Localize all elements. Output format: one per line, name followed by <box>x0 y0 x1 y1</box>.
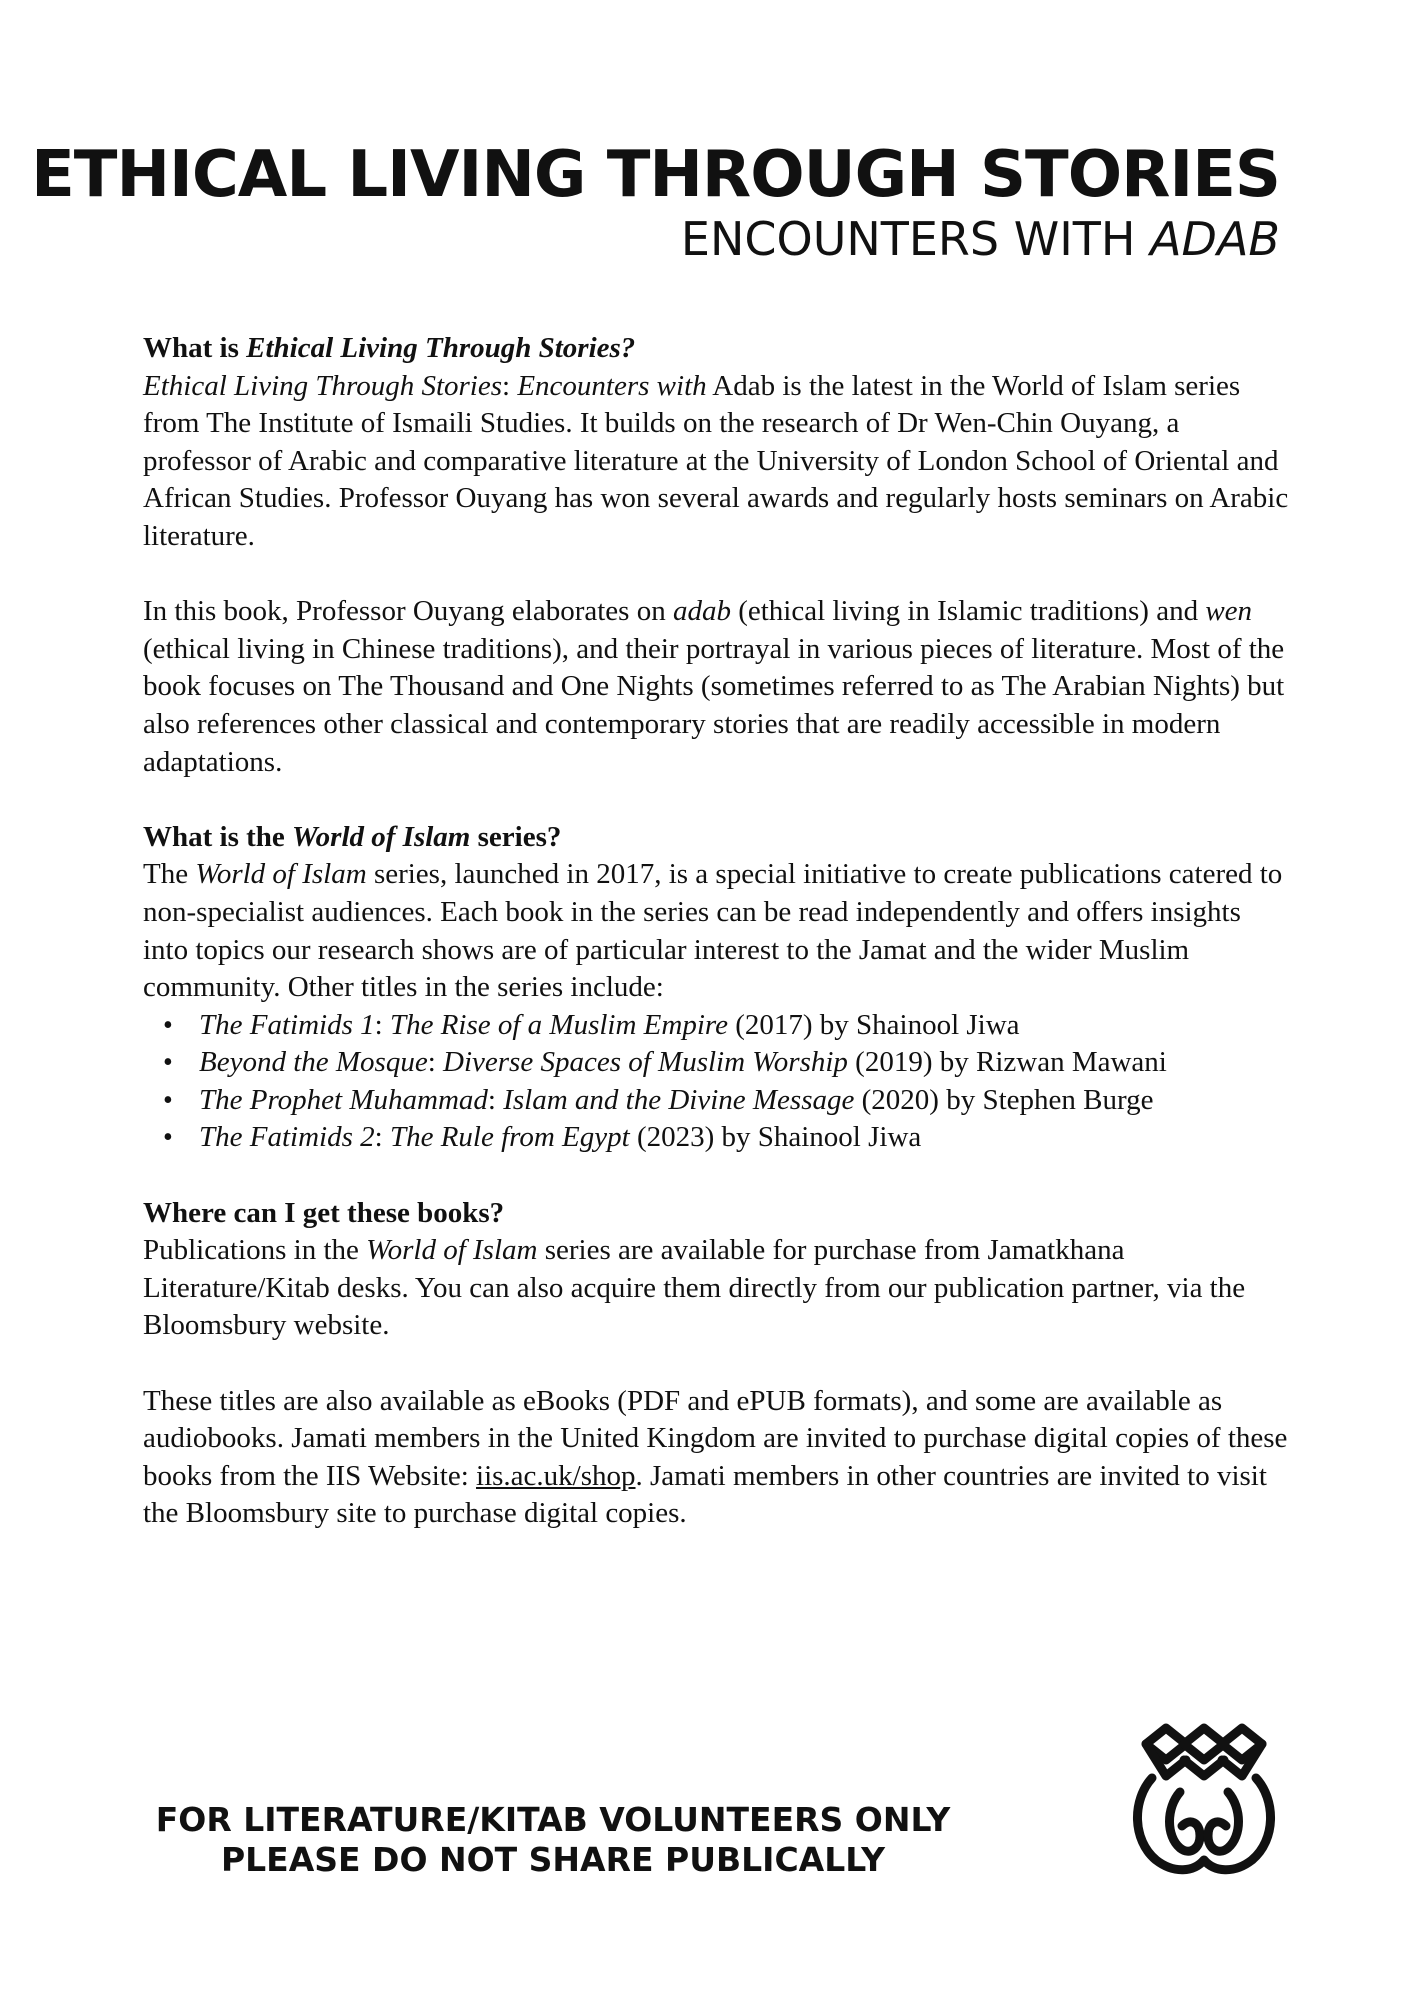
book-title: The Prophet Muhammad <box>199 1083 488 1116</box>
paragraph-intro <box>143 368 1293 556</box>
text: series, launched in 2017, is a special initiative to create publications catered to non-specialist audiences. Each book in the series can be read independently and offers insights into topics our research shows are of particular interest to the Jamat and the wider Muslim community. Other titles in the series include: <box>143 858 1283 1004</box>
document-title-block <box>31 138 1280 266</box>
text: The <box>143 858 196 891</box>
footer-line-2: PLEASE DO NOT SHARE PUBLICALLY <box>220 1840 886 1879</box>
sub-title-italic: ADAB <box>1150 212 1280 266</box>
book-subtitle: The Rise of a Muslim Empire <box>389 1008 728 1041</box>
bullet-icon: • <box>163 1047 173 1079</box>
section-heading-ethical-living <box>143 330 1293 368</box>
book-title: The Fatimids 2 <box>199 1121 375 1154</box>
book-details: (2023) by Shainool Jiwa <box>629 1121 922 1154</box>
text: These titles are also available as eBooks (PDF and ePUB formats), and some are available as audiobooks. Jamati members in the United Kingdom are invited to purchase digital copies of these books from the IIS Website: <box>143 1384 1288 1492</box>
heading-text: What is the <box>143 820 293 853</box>
text: (ethical living in Chinese traditions), and their portrayal in various pieces of literature. Most of the book focuses on The Thousand and One Nights (sometimes referred to as The Arabian Nights) but also references other classical and contemporary stories that are readily accessible in modern adaptations. <box>143 632 1285 778</box>
text: Adab is the latest in the World of Islam series from The Institute of Ismaili Studies. It builds on the research of Dr Wen-Chin Ouyang, a professor of Arabic and comparative literature at the University of London School of Oriental and African Studies. Professor Ouyang has won several awards and regularly hosts seminars on Arabic literature. <box>143 369 1289 552</box>
list-item <box>163 1082 1293 1120</box>
italic-text: World of Islam <box>366 1234 538 1267</box>
list-item <box>163 1119 1293 1157</box>
footer-notice <box>143 1800 963 1880</box>
book-details: (2017) by Shainool Jiwa <box>727 1008 1020 1041</box>
book-details: (2019) by Rizwan Mawani <box>847 1046 1167 1079</box>
heading-italic-text: Ethical Living Through Stories? <box>246 332 636 364</box>
paragraph-ebooks <box>143 1383 1293 1533</box>
text: (ethical living in Islamic traditions) and <box>730 595 1206 628</box>
book-subtitle: The Rule from Egypt <box>389 1121 630 1154</box>
sub-title-prefix: ENCOUNTERS WITH <box>680 212 1151 266</box>
text: Publications in the <box>143 1234 367 1267</box>
text: series are available for purchase from Jamatkhana Literature/Kitab desks. You can also acquire them directly from our publication partner, via the Bloomsbury website. <box>143 1234 1246 1342</box>
section-heading-where-to-get: Where can I get these books? <box>143 1196 505 1229</box>
main-title: ETHICAL LIVING THROUGH STORIES <box>31 138 1280 212</box>
italic-text: wen <box>1205 595 1253 628</box>
text: In this book, Professor Ouyang elaborates on <box>143 595 673 628</box>
paragraph-gap <box>143 556 1293 594</box>
text: : <box>374 1008 390 1041</box>
italic-text: Ethical Living Through Stories <box>143 369 503 402</box>
text: : <box>487 1083 504 1116</box>
list-item <box>163 1007 1293 1045</box>
iis-knot-logo-icon <box>1128 1722 1280 1884</box>
bullet-icon: • <box>163 1009 173 1041</box>
paragraph-purchase <box>143 1232 1293 1345</box>
paragraph-gap <box>143 1157 1293 1195</box>
bullet-icon: • <box>163 1084 173 1116</box>
paragraph-gap <box>143 781 1293 819</box>
text: : <box>427 1046 444 1079</box>
section-heading-world-of-islam <box>143 819 1293 857</box>
bullet-icon: • <box>163 1122 173 1154</box>
sub-title <box>31 212 1280 266</box>
italic-text: adab <box>672 595 731 628</box>
footer-line-1: FOR LITERATURE/KITAB VOLUNTEERS ONLY <box>155 1800 951 1839</box>
book-title: The Fatimids 1 <box>199 1008 375 1041</box>
list-item <box>163 1044 1293 1082</box>
heading-italic-text: World of Islam <box>292 820 471 853</box>
text: . Jamati members in other countries are invited to visit the Bloomsbury site to purchase digital copies. <box>143 1459 1267 1530</box>
book-subtitle: Diverse Spaces of Muslim Worship <box>443 1046 848 1079</box>
paragraph-adab-wen <box>143 593 1293 781</box>
text: : <box>502 369 518 402</box>
document-body <box>143 330 1293 1533</box>
iis-shop-link[interactable]: iis.ac.uk/shop <box>476 1459 636 1492</box>
heading-text: series? <box>470 820 562 853</box>
book-subtitle: Islam and the Divine Message <box>503 1083 855 1116</box>
book-list <box>143 1007 1293 1157</box>
paragraph-gap <box>143 1345 1293 1383</box>
text: : <box>374 1121 390 1154</box>
heading-text: What is <box>143 332 247 364</box>
italic-text: World of Islam <box>195 858 367 891</box>
italic-text: Encounters with <box>517 369 707 402</box>
book-title: Beyond the Mosque <box>199 1046 428 1079</box>
paragraph-series <box>143 856 1293 1006</box>
book-details: (2020) by Stephen Burge <box>854 1083 1154 1116</box>
